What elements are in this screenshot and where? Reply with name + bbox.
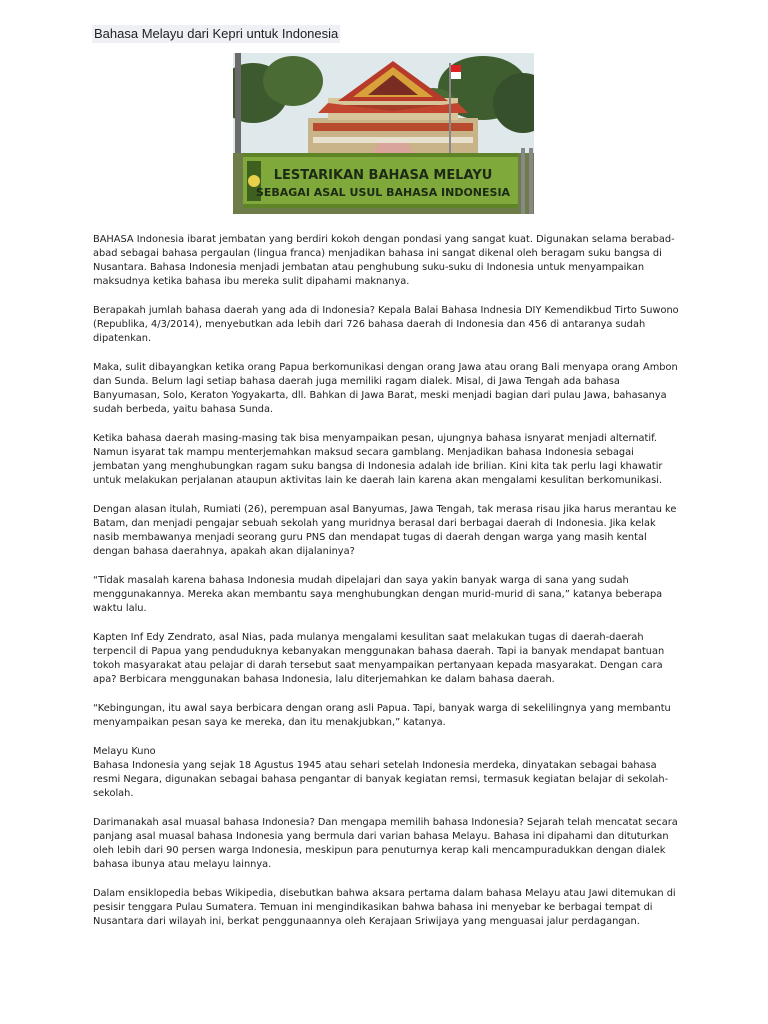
document-title: Bahasa Melayu dari Kepri untuk Indonesia [94,26,339,41]
paragraph: “Tidak masalah karena bahasa Indonesia mudah dipelajari dan saya yakin banyak warga di sana yang sudah menggunakannya. Mereka akan membantu saya menghubungkan dengan murid-murid di sana,” katanya beberapa waktu lalu. [93,575,663,614]
banner-line-1: LESTARIKAN BAHASA MELAYU [273,168,493,183]
paragraph: “Kebingungan, itu awal saya berbicara dengan orang asli Papua. Tapi, banyak warga di sekelilingnya yang membantu menyampaikan pesan saya ke mereka, dan itu menakjubkan,” katanya. [93,703,671,728]
section-heading: Melayu Kuno [93,746,156,757]
paragraph: Dengan alasan itulah, Rumiati (26), perempuan asal Banyumas, Jawa Tengah, tak merasa risau jika harus merantau ke Batam, dan menjadi pengajar sebuah sekolah yang muridnya berasal dari berbagai daerah di Indonesia. Jika kelak nasib membawanya menjadi seorang guru PNS dan mendapat tugas di daerah dengan warga yang masih kental dengan bahasa daerahnya, apakah akan dijalaninya? [93,504,677,557]
paragraph: Ketika bahasa daerah masing-masing tak bisa menyampaikan pesan, ujungnya bahasa isnyarat menjadi alternatif. Namun isyarat tak mampu menterjemahkan maksud secara gamblang. Menjadikan bahasa Indonesia sebagai jembatan yang menghubungkan ragam suku bangsa di Indonesia adalah ide brilian. Kini kita tak perlu lagi khawatir untuk melakukan perjalanan ataupun aktivitas lain ke daerah lain karena akan mengalami kesulitan berkomunikasi. [93,433,663,486]
paragraph: Berapakah jumlah bahasa daerah yang ada di Indonesia? Kepala Balai Bahasa Indnesia DIY Kemendikbud Tirto Suwono (Republika, 4/3/2014), menyebutkan ada lebih dari 726 bahasa daerah di Indonesia dan 456 di antaranya sudah dipatenkan. [93,305,679,344]
article-body [93,233,681,944]
paragraph: Dalam ensiklopedia bebas Wikipedia, disebutkan bahwa aksara pertama dalam bahasa Melayu atau Jawi ditemukan di pesisir tenggara Pulau Sumatera. Temuan ini mengindikasikan bahwa bahasa ini menyebar ke berbagai tempat di Nusantara dari wilayah ini, berkat penggunaannya oleh Kerajaan Sriwijaya yang menguasai jalur perdagangan. [93,888,676,927]
paragraph: Bahasa Indonesia yang sejak 18 Agustus 1945 atau sehari setelah Indonesia merdeka, dinyatakan sebagai bahasa resmi Negara, digunakan sebagai bahasa pengantar di banyak kegiatan remsi, termasuk kegiatan belajar di sekolah-sekolah. [93,760,669,799]
paragraph: BAHASA Indonesia ibarat jembatan yang berdiri kokoh dengan pondasi yang sangat kuat. Digunakan selama berabad-abad sebagai bahasa pergaulan (lingua franca) menjadikan bahasa ini sangat dikenal oleh beragam suku bangsa di Nusantara. Bahasa Indonesia menjadi jembatan atau penghubung suku-suku di Indonesia untuk menyampaikan maksudnya ketika bahasa ibu mereka sulit dipahami maknanya. [93,234,675,287]
paragraph: Kapten Inf Edy Zendrato, asal Nias, pada mulanya mengalami kesulitan saat melakukan tugas di daerah-daerah terpencil di Papua yang penduduknya kebanyakan menggunakan bahasa daerah. Tapi ia banyak mendapat bantuan tokoh masyarakat atau pelajar di darah tersebut saat menyampaikan pertanyaan kepada masyarakat. Dengan cara apa? Berbicara menggunakan bahasa Indonesia, lalu diterjemahkan ke dalam bahasa daerah. [93,632,665,685]
paragraph: Maka, sulit dibayangkan ketika orang Papua berkomunikasi dengan orang Jawa atau orang Bali menyapa orang Ambon dan Sunda. Belum lagi setiap bahasa daerah juga memiliki ragam dialek. Misal, di Jawa Tengah ada bahasa Banyumasan, Solo, Keraton Yogyakarta, dll. Bahkan di Jawa Barat, meski menjadi bagian dari pulau Jawa, bahasanya sudah berbeda, yaitu bahasa Sunda. [93,362,678,415]
paragraph: Darimanakah asal muasal bahasa Indonesia? Dan mengapa memilih bahasa Indonesia? Sejarah telah mencatat secara panjang asal muasal bahasa Indonesia yang bermula dari varian bahasa Melayu. Bahasa ini dipahami dan dituturkan oleh lebih dari 90 persen warga Indonesia, meskipun para penuturnya kerap kali mencampuradukkan dengan dialek bahasa ibunya atau melayu lainnya. [93,817,678,870]
banner-line-2: SEBAGAI ASAL USUL BAHASA INDONESIA [255,186,511,199]
article-photo [233,53,534,214]
